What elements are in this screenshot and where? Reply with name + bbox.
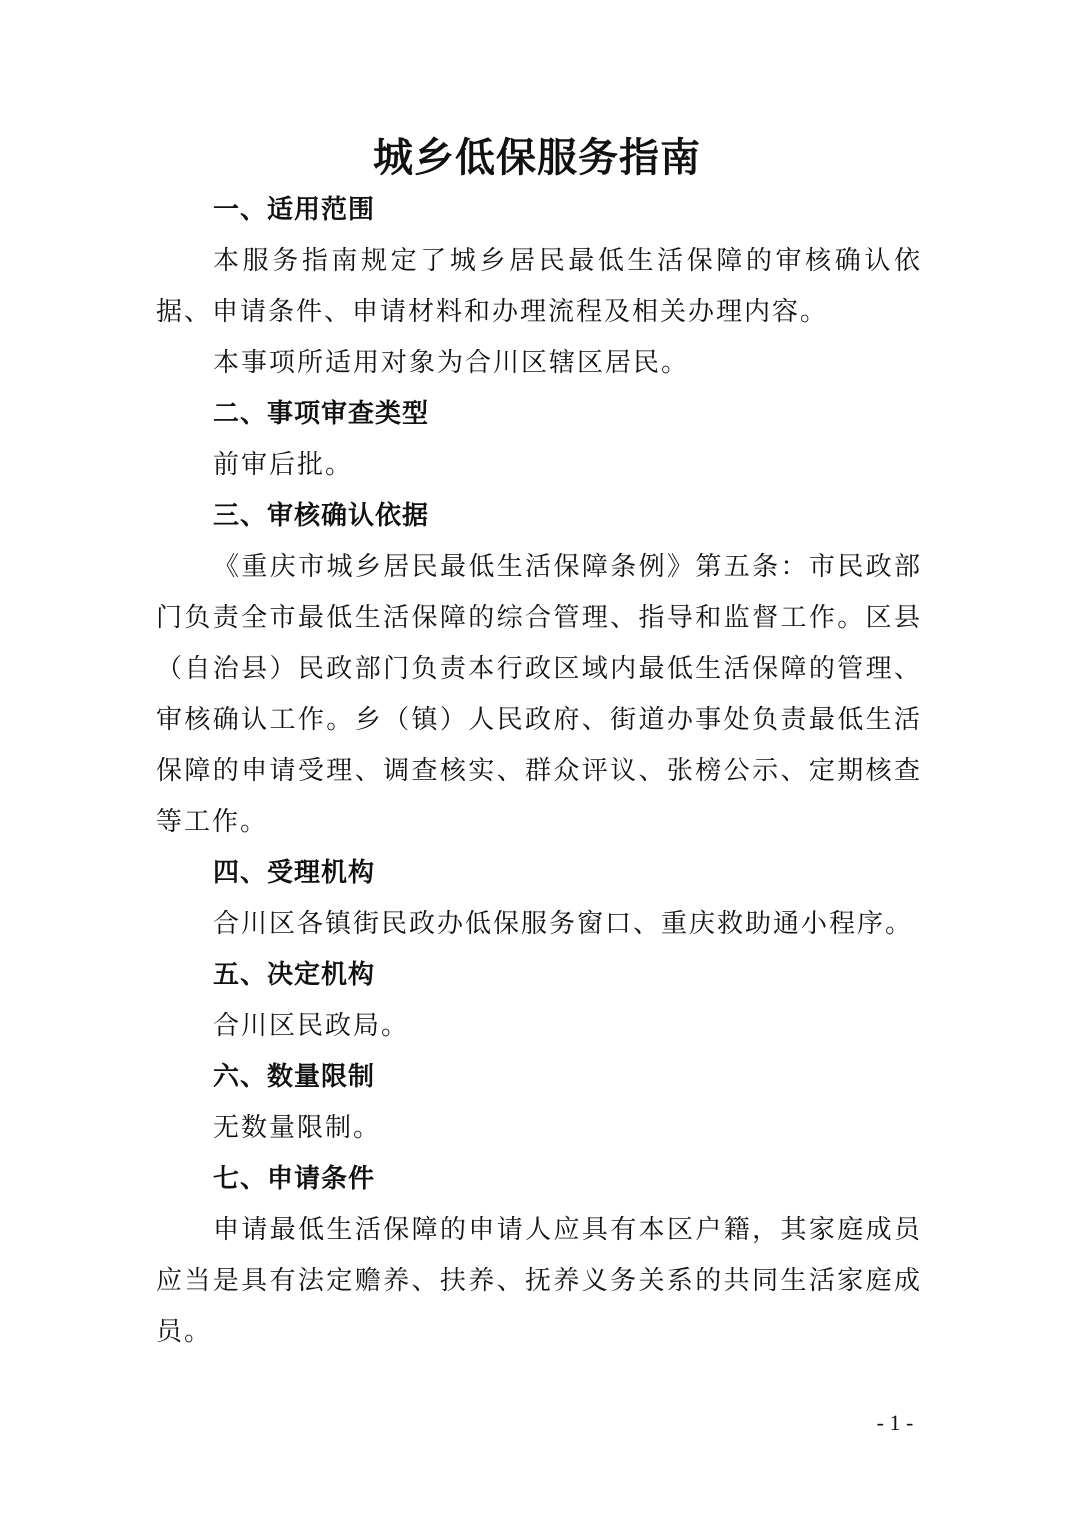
section-heading: 二、事项审查类型: [213, 399, 430, 429]
section-paragraph: 前审后批。: [213, 450, 354, 480]
section-heading: 六、数量限制: [213, 1062, 376, 1092]
section-heading: 七、申请条件: [213, 1164, 376, 1194]
section-heading: 四、受理机构: [213, 858, 376, 888]
section-heading: 一、适用范围: [213, 195, 376, 225]
section-paragraph: 无数量限制。: [213, 1113, 382, 1143]
section-paragraph: 本服务指南规定了城乡居民最低生活保障的审核确认依据、申请条件、申请材料和办理流程及相关办理内容。: [156, 246, 922, 327]
page-number: - 1 -: [876, 1410, 914, 1435]
document-body: [156, 185, 922, 1358]
section-paragraph: 本事项所适用对象为合川区辖区居民。: [213, 348, 690, 378]
section-paragraph: 《重庆市城乡居民最低生活保障条例》第五条：市民政部门负责全市最低生活保障的综合管理、指导和监督工作。区县（自治县）民政部门负责本行政区域内最低生活保障的管理、审核确认工作。乡（镇）人民政府、街道办事处负责最低生活保障的申请受理、调查核实、群众评议、张榜公示、定期核查等工作。: [156, 552, 922, 837]
section-paragraph: 申请最低生活保障的申请人应具有本区户籍，其家庭成员应当是具有法定赡养、扶养、抚养义务关系的共同生活家庭成员。: [156, 1215, 922, 1347]
section-heading: 三、审核确认依据: [213, 501, 430, 531]
section-paragraph: 合川区民政局。: [213, 1011, 410, 1041]
section-heading: 五、决定机构: [213, 960, 376, 990]
section-paragraph: 合川区各镇街民政办低保服务窗口、重庆救助通小程序。: [213, 909, 914, 939]
document-title: 城乡低保服务指南: [373, 134, 701, 181]
